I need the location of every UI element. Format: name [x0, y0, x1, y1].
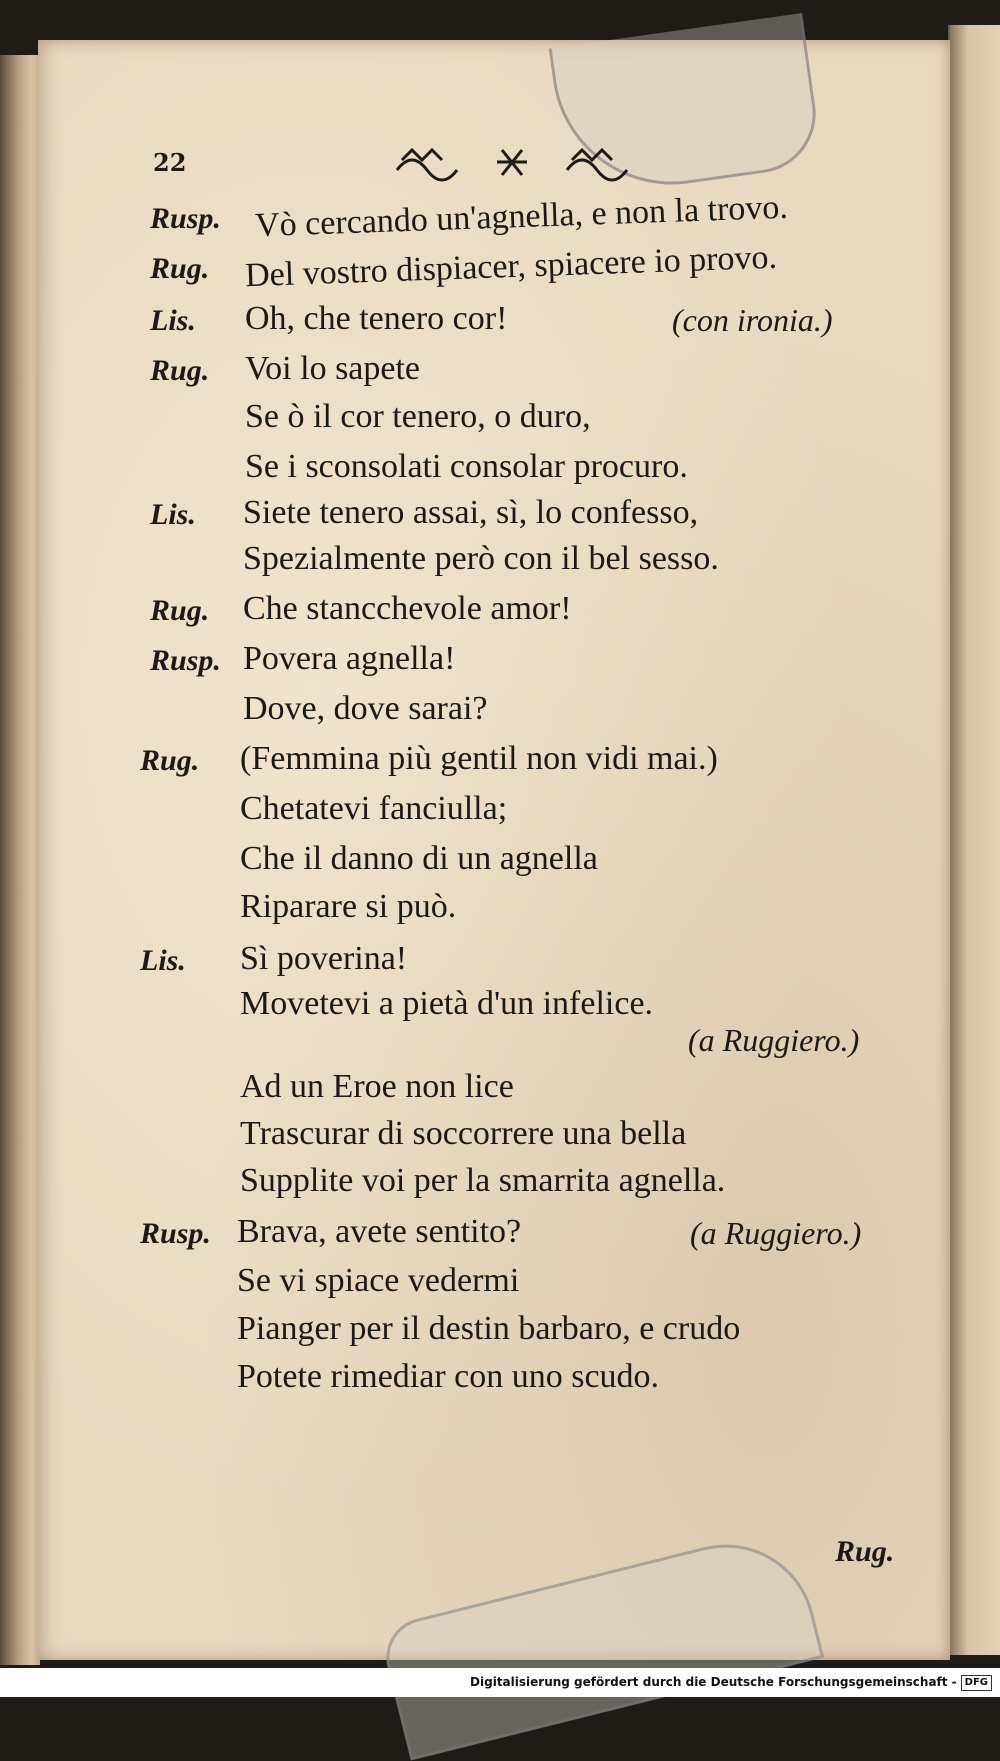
verse-line: (Femmina più gentil non vidi mai.)	[240, 740, 718, 777]
verse-line: Dove, dove sarai?	[243, 690, 488, 727]
speaker-label: Rug.	[140, 744, 200, 777]
verse-line: Siete tenero assai, sì, lo confesso,	[243, 494, 699, 531]
speaker-label: Lis.	[140, 944, 186, 977]
header-ornament	[392, 140, 652, 190]
page-clip-bottom	[378, 1525, 824, 1760]
verse-line: Del vostro dispiacer, spiacere io provo.	[244, 238, 778, 295]
speaker-label: Lis.	[150, 304, 196, 337]
footer-text: Digitalisierung gefördert durch die Deutsche Forschungsgemeinschaft -	[470, 1675, 957, 1689]
verse-line: Potete rimediar con uno scudo.	[237, 1358, 660, 1395]
verse-line: Povera agnella!	[243, 640, 456, 677]
verse-line: Pianger per il destin barbaro, e crudo	[237, 1310, 741, 1347]
verse-line: Se vi spiace vedermi	[237, 1262, 520, 1299]
verse-line: Movetevi a pietà d'un infelice.	[240, 985, 654, 1022]
stage-direction: (con ironia.)	[672, 302, 833, 338]
speaker-label: Lis.	[150, 498, 196, 531]
verse-line: Trascurar di soccorrere una bella	[240, 1115, 687, 1152]
speaker-label: Rug.	[150, 594, 210, 627]
speaker-label: Rug.	[150, 252, 210, 285]
verse-line: Oh, che tenero cor!	[245, 300, 508, 337]
verse-line: Riparare si può.	[240, 888, 457, 925]
speaker-label: Rusp.	[150, 644, 221, 677]
facing-page-edge	[948, 25, 1000, 1655]
stage-direction: (a Ruggiero.)	[690, 1215, 862, 1251]
verse-line: Se i sconsolati consolar procuro.	[245, 448, 688, 485]
verse-line: Sì poverina!	[240, 940, 408, 977]
verse-line: Spezialmente però con il bel sesso.	[243, 540, 719, 577]
dfg-logo: DFG	[961, 1675, 992, 1691]
verse-line: Che il danno di un agnella	[240, 840, 598, 877]
speaker-label: Rug.	[150, 354, 210, 387]
stage-direction: (a Ruggiero.)	[688, 1022, 860, 1058]
verse-line: Chetatevi fanciulla;	[240, 790, 508, 827]
speaker-label: Rusp.	[150, 202, 221, 235]
speaker-label: Rusp.	[140, 1217, 211, 1250]
verse-line: Ad un Eroe non lice	[240, 1068, 514, 1105]
verse-line: Vò cercando un'agnella, e non la trovo.	[254, 188, 789, 245]
verse-line: Che stancchevole amor!	[243, 590, 572, 627]
verse-line: Voi lo sapete	[245, 350, 421, 387]
verse-line: Se ò il cor tenero, o duro,	[245, 398, 591, 435]
verse-line: Brava, avete sentito?	[237, 1213, 522, 1250]
verse-line: Supplite voi per la smarrita agnella.	[240, 1162, 726, 1199]
digitization-footer	[0, 1668, 1000, 1697]
catchword: Rug.	[835, 1535, 895, 1568]
page-number: 22	[153, 148, 187, 177]
book-left-edge	[0, 55, 40, 1665]
